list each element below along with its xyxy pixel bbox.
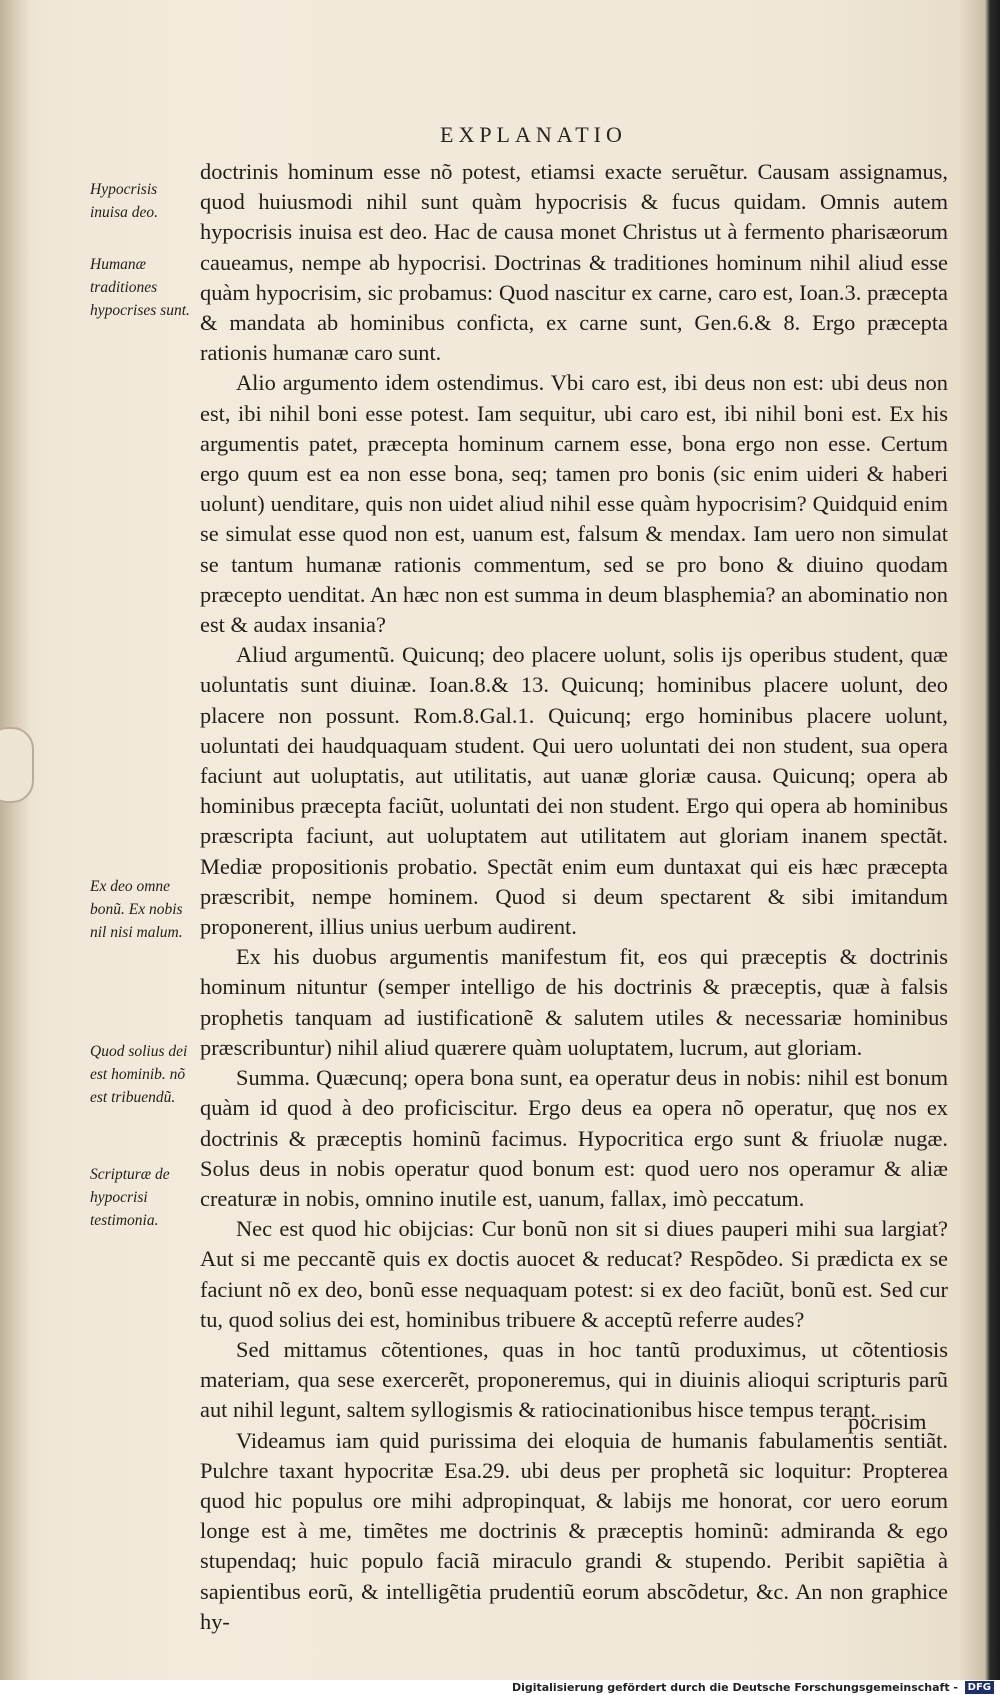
paragraph: Alio argumento idem ostendimus. Vbi caro est, ibi deus non est: ubi deus non est, ibi nihil boni esse potest. Iam sequitur, ubi caro est, ibi nihil boni est. Ex his argumentis patet, præcepta hominum carnem esse, bona ergo non esse. Certum ergo quum est ea non esse bona, seq; tamen pro bonis (sic enim uideri & haberi uolunt) uenditare, quis non uidet aliud nihil esse quàm hypocrisim? Quidquid enim se simulat esse quod non est, uanum est, falsum & mendax. Iam uero non simulat se tantum humanæ rationis commentum, sed se pro bono & diuino quodam præcepto uenditat. An hæc non est summa in deum blasphemia? an abominatio non est & audax insania?	[200, 370, 948, 638]
page-tab-marker	[0, 727, 34, 803]
paragraph: Ex his duobus argumentis manifestum fit, eos qui præceptis & doctrinis hominum nituntur (semper intelligo de his doctrinis & præceptis, quæ à falsis prophetis tanquam ad iustificationẽ & salutem utiles & necessariæ hominibus præscribuntur) nihil aliud quærere quàm uoluptatem, lucrum, aut gloriam.	[200, 944, 948, 1060]
margin-note-5: Scripturæ de hypocrisi testimonia.	[90, 1166, 170, 1229]
paragraph: doctrinis hominum esse nõ potest, etiamsi exacte seruẽtur. Causam assignamus, quod huiusmodi nihil sunt quàm hypocrisis & fucus quidam. Omnis autem hypocrisis inuisa est deo. Hac de causa monet Christus ut à fermento pharisæorum caueamus, nempe ab hypocrisi. Doctrinas & traditiones hominum nihil aliud esse quàm hypocrisim, sic probamus: Quod nascitur ex carne, caro est, Ioan.3. præcepta & mandata ab hominibus conficta, ex carne sunt, Gen.6.& 8. Ergo præcepta rationis humanæ caro sunt.	[200, 159, 948, 366]
margin-note-1: Hypocrisis inuisa deo.	[90, 181, 159, 221]
footer-credit: Digitalisierung gefördert durch die Deutsche Forschungsgemeinschaft -	[511, 1681, 958, 1694]
catchword: pocrisim	[848, 1409, 927, 1434]
paragraph: Videamus iam quid purissima dei eloquia de humanis fabulamentis sentiãt. Pulchre taxant hypocritæ Esa.29. ubi deus per prophetã sic loquitur: Propterea quod hic populus ore mihi adpropinquat, & labijs me honorat, cor uero eorum longe est à me, timẽtes me doctrinis & præceptis hominũ: admiranda & ego stupendaq; huic populo faciã miraculo grandi & stupendo. Peribit sapiẽtia à sapientibus eorũ, & intelligẽtia prudentiũ eorum abscõdetur, &c. An non graphice hy-	[200, 1427, 948, 1634]
paragraph: Sed mittamus cõtentiones, quas in hoc tantũ produximus, ut cõtentiosis materiam, qua sese exercerẽt, proponeremus, qui in diuinis alioqui scripturis parũ aut nihil legunt, saltem syllogismis & ratiocinationibus hisce tempus terant.	[200, 1336, 948, 1423]
margin-note-3: Ex deo omne bonũ. Ex nobis nil nisi malum.	[90, 878, 183, 941]
dfg-logo: DFG	[965, 1681, 994, 1694]
main-text	[200, 157, 948, 1637]
margin-note-2: Humanæ traditiones hypocrises sunt.	[90, 256, 190, 319]
gutter-shadow	[0, 0, 30, 1680]
paragraph: Summa. Quæcunq; opera bona sunt, ea operatur deus in nobis: nihil est bonum quàm id quod à deo proficiscitur. Ergo deus ea opera nõ operatur, quę nos ex doctrinis & præceptis hominũ facimus. Hypocritica ergo sunt & friuolæ nugæ. Solus deus in nobis operatur quod bonum est: quod uero nos operamur & aliæ creaturæ in nobis, omnino inutile est, uanum, fallax, imò peccatum.	[200, 1065, 948, 1211]
running-header: EXPLANATIO	[440, 122, 627, 147]
paragraph: Aliud argumentũ. Quicunq; deo placere uolunt, solis ijs operibus student, quæ uoluntatis sunt diuinæ. Ioan.8.& 13. Quicunq; hominibus placere uolunt, deo placere non possunt. Rom.8.Gal.1. Quicunq; ergo hominibus placere uolunt, uoluntati dei haudquaquam student. Qui uero uoluntati dei non student, sua opera faciunt aut uoluptatis, aut utilitatis, aut uanæ gloriæ causa. Quicunq; opera ab hominibus præcepta faciũt, uoluntati dei non student. Ergo qui opera ab hominibus præscripta faciunt, aut uoluptatem aut utilitatem aut gloriam inanem spectãt. Mediæ propositionis probatio. Spectãt enim eum duntaxat qui eis hæc præcepta præscribit, nempe hominem. Quod si deum spectarent & sibi imitandum proponerent, illius unius uerbum audirent.	[200, 642, 948, 940]
margin-note-4: Quod solius dei est hominib. nõ est tribuendũ.	[90, 1043, 188, 1106]
paragraph: Nec est quod hic obijcias: Cur bonũ non sit si diues pauperi mihi sua largiat? Aut si me peccantẽ quis ex doctis auocet & reducat? Respõdeo. Si prædicta ex se faciunt nõ ex deo, bonũ esse nequaquam potest: si ex deo faciũt, bonũ est. Sed cur tu, quod solius dei est, hominibus tribuere & acceptũ referre audes?	[200, 1216, 948, 1332]
